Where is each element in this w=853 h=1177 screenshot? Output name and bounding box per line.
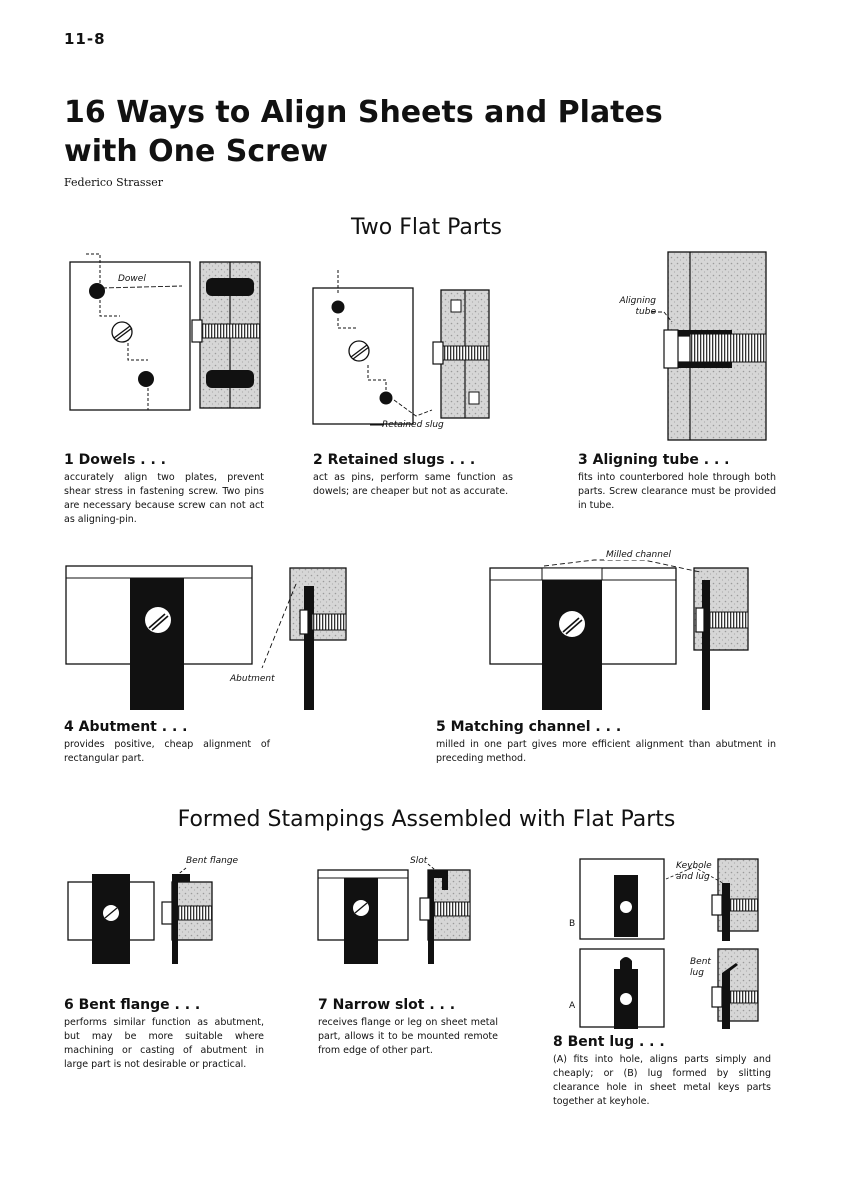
- caption-2-text: act as pins, perform same function as dowels; are cheaper but not as accurate.: [313, 472, 513, 497]
- figure-bent-flange: [64, 856, 244, 966]
- caption-6: [64, 997, 264, 1072]
- figure-dowels: [64, 250, 274, 420]
- label-milled-channel: Milled channel: [606, 550, 671, 560]
- author-byline: Federico Strasser: [64, 176, 163, 189]
- caption-4-title: 4 Abutment . . .: [64, 719, 188, 735]
- caption-1: [64, 452, 264, 527]
- label-abutment: Abutment: [230, 674, 275, 684]
- figure-matching-channel: [484, 546, 754, 712]
- figure-narrow-slot: [314, 856, 484, 966]
- caption-2: [313, 452, 513, 499]
- caption-5: [436, 719, 776, 766]
- label-keyhole-and-lug: Keyhole and lug: [676, 861, 712, 882]
- label-bent-lug: Bent lug: [690, 957, 711, 978]
- label-bent-flange: Bent flange: [186, 856, 239, 866]
- label-dowel: Dowel: [118, 274, 146, 284]
- section-heading-formed-stampings: Formed Stampings Assembled with Flat Parts: [177, 807, 676, 832]
- title-line-2: with One Screw: [64, 134, 329, 169]
- caption-8-text: (A) fits into hole, aligns parts simply and cheaply; or (B) lug formed by slitting clearance hole in sheet metal keys parts together at keyhole.: [553, 1054, 771, 1107]
- title-line-1: 16 Ways to Align Sheets and Plates: [64, 95, 663, 130]
- label-slot: Slot: [410, 856, 428, 866]
- caption-1-text: accurately align two plates, prevent shear stress in fastening screw. Two pins are necessary because screw can not act as aligning-pin.: [64, 472, 264, 525]
- figure-retained-slugs: [306, 250, 506, 435]
- figure-bent-lug: [562, 853, 767, 1031]
- section-heading-two-flat-parts: Two Flat Parts: [350, 215, 502, 240]
- caption-6-text: performs similar function as abutment, but may be more suitable where machining or casting of abutment in large part is not desirable or practical.: [64, 1017, 264, 1070]
- caption-3: [578, 452, 776, 513]
- caption-7-title: 7 Narrow slot . . .: [318, 997, 456, 1013]
- caption-7-text: receives flange or leg on sheet metal part, allows it to be mounted remote from edge of other part.: [318, 1017, 498, 1056]
- caption-8: [553, 1034, 771, 1109]
- label-retained-slug: Retained slug: [382, 420, 444, 430]
- caption-5-title: 5 Matching channel . . .: [436, 719, 622, 735]
- caption-4-text: provides positive, cheap alignment of rectangular part.: [64, 739, 270, 764]
- article-title: [64, 93, 804, 171]
- caption-3-title: 3 Aligning tube . . .: [578, 452, 730, 468]
- caption-1-title: 1 Dowels . . .: [64, 452, 166, 468]
- caption-6-title: 6 Bent flange . . .: [64, 997, 201, 1013]
- caption-7: [318, 997, 498, 1058]
- caption-2-title: 2 Retained slugs . . .: [313, 452, 476, 468]
- page-number: 11-8: [64, 30, 106, 48]
- caption-3-text: fits into counterbored hole through both parts. Screw clearance must be provided in tube.: [578, 472, 776, 511]
- label-aligning-tube: Aligning tube: [619, 296, 656, 317]
- caption-5-text: milled in one part gives more efficient alignment than abutment in preceding method.: [436, 739, 776, 764]
- caption-4: [64, 719, 270, 766]
- label-view-a: A: [569, 1001, 576, 1011]
- figure-abutment: [64, 556, 354, 712]
- caption-8-title: 8 Bent lug . . .: [553, 1034, 665, 1050]
- label-view-b: B: [569, 919, 576, 929]
- figure-aligning-tube: [598, 250, 773, 445]
